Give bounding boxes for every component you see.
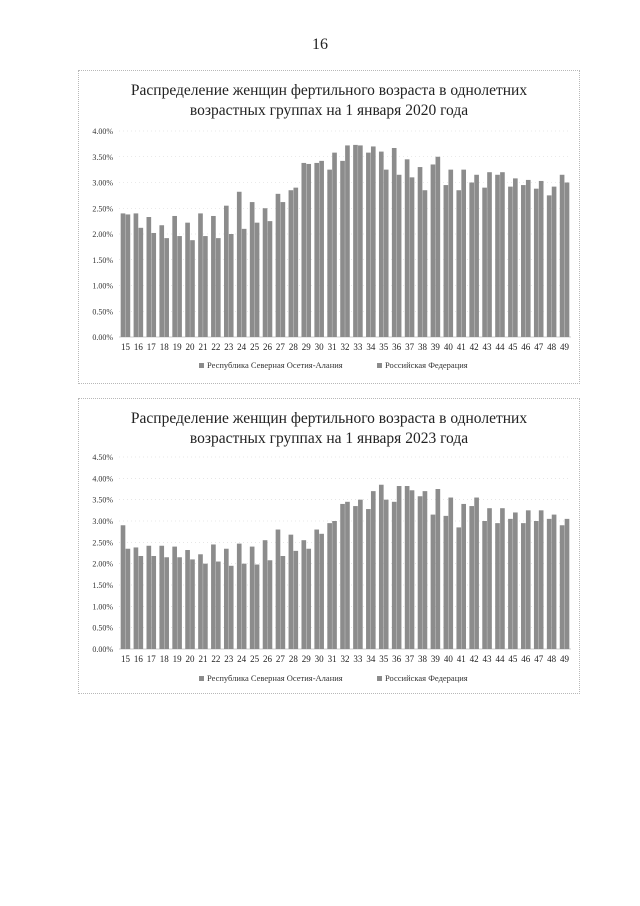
bar-russia bbox=[410, 490, 415, 649]
x-tick-label: 17 bbox=[146, 342, 156, 352]
bar-north-ossetia bbox=[560, 525, 565, 649]
x-tick-label: 35 bbox=[379, 342, 389, 352]
bar-north-ossetia bbox=[237, 544, 242, 649]
y-tick-label: 4.00% bbox=[92, 474, 113, 484]
bar-russia bbox=[358, 145, 363, 337]
bar-north-ossetia bbox=[431, 515, 436, 649]
y-tick-label: 1.00% bbox=[92, 602, 113, 612]
x-tick-label: 48 bbox=[547, 654, 557, 664]
bar-north-ossetia bbox=[301, 540, 306, 649]
x-tick-label: 27 bbox=[275, 342, 285, 352]
chart-title: Распределение женщин фертильного возраста в однолетних возрастных группах на 1 января 2023 года bbox=[130, 410, 528, 447]
x-tick-label: 26 bbox=[263, 654, 273, 664]
bar-russia bbox=[526, 180, 531, 337]
bar-russia bbox=[384, 170, 389, 337]
bar-russia bbox=[500, 508, 505, 649]
x-tick-label: 36 bbox=[392, 342, 402, 352]
bar-north-ossetia bbox=[340, 504, 345, 649]
x-tick-label: 45 bbox=[508, 342, 518, 352]
y-tick-label: 2.50% bbox=[92, 204, 113, 214]
bar-north-ossetia bbox=[392, 148, 397, 337]
y-tick-label: 0.50% bbox=[92, 623, 113, 633]
x-tick-label: 30 bbox=[314, 654, 324, 664]
x-tick-label: 32 bbox=[340, 342, 350, 352]
bar-north-ossetia bbox=[405, 159, 410, 337]
x-tick-label: 29 bbox=[301, 654, 311, 664]
bar-north-ossetia bbox=[276, 530, 281, 649]
bar-russia bbox=[151, 556, 156, 649]
x-tick-label: 33 bbox=[353, 654, 363, 664]
x-tick-label: 39 bbox=[430, 342, 440, 352]
x-tick-label: 17 bbox=[146, 654, 156, 664]
bar-russia bbox=[436, 157, 441, 337]
bar-russia bbox=[345, 145, 350, 337]
y-tick-label: 1.00% bbox=[92, 281, 113, 291]
x-tick-label: 16 bbox=[133, 342, 143, 352]
bar-north-ossetia bbox=[276, 194, 281, 337]
x-tick-label: 24 bbox=[237, 654, 247, 664]
bar-north-ossetia bbox=[263, 208, 268, 337]
bar-north-ossetia bbox=[521, 185, 526, 337]
x-tick-label: 23 bbox=[224, 654, 234, 664]
bar-russia bbox=[410, 177, 415, 337]
bar-north-ossetia bbox=[314, 163, 319, 337]
x-tick-label: 24 bbox=[237, 342, 247, 352]
bar-north-ossetia bbox=[185, 550, 190, 649]
legend-swatch bbox=[377, 676, 382, 681]
bar-north-ossetia bbox=[314, 530, 319, 649]
bar-russia bbox=[371, 491, 376, 649]
bar-russia bbox=[177, 557, 182, 649]
x-tick-label: 31 bbox=[327, 654, 337, 664]
bar-russia bbox=[552, 187, 557, 337]
bar-russia bbox=[229, 566, 234, 649]
bar-north-ossetia bbox=[521, 523, 526, 649]
x-tick-label: 34 bbox=[366, 654, 376, 664]
bar-north-ossetia bbox=[392, 502, 397, 649]
bar-russia bbox=[332, 521, 337, 649]
bar-north-ossetia bbox=[456, 190, 461, 337]
bar-russia bbox=[474, 175, 479, 337]
y-tick-label: 3.00% bbox=[92, 178, 113, 188]
bar-russia bbox=[513, 178, 518, 337]
bar-north-ossetia bbox=[469, 183, 474, 338]
bar-russia bbox=[539, 181, 544, 337]
x-tick-label: 26 bbox=[263, 342, 273, 352]
x-tick-label: 43 bbox=[482, 342, 492, 352]
x-tick-label: 40 bbox=[443, 342, 453, 352]
bar-russia bbox=[332, 153, 337, 337]
x-tick-label: 38 bbox=[417, 654, 427, 664]
bar-russia bbox=[306, 164, 311, 337]
bar-north-ossetia bbox=[431, 164, 436, 337]
x-tick-label: 36 bbox=[392, 654, 402, 664]
x-tick-label: 47 bbox=[534, 342, 544, 352]
bar-north-ossetia bbox=[547, 195, 552, 337]
bar-russia bbox=[436, 489, 441, 649]
bar-russia bbox=[255, 565, 260, 649]
bar-russia bbox=[474, 498, 479, 649]
x-tick-label: 21 bbox=[198, 342, 208, 352]
bar-russia bbox=[216, 562, 221, 649]
x-tick-label: 18 bbox=[159, 342, 169, 352]
bar-north-ossetia bbox=[159, 225, 164, 337]
bar-russia bbox=[358, 500, 363, 649]
bar-north-ossetia bbox=[237, 192, 242, 337]
x-tick-label: 39 bbox=[430, 654, 440, 664]
x-tick-label: 27 bbox=[275, 654, 285, 664]
y-tick-label: 3.50% bbox=[92, 152, 113, 162]
bar-north-ossetia bbox=[327, 170, 332, 337]
bar-north-ossetia bbox=[482, 521, 487, 649]
x-tick-label: 22 bbox=[211, 342, 221, 352]
x-tick-label: 48 bbox=[547, 342, 557, 352]
chart-2020-svg bbox=[79, 71, 579, 383]
legend-label: Российская Федерация bbox=[385, 360, 468, 370]
bar-russia bbox=[397, 175, 402, 337]
bar-russia bbox=[242, 564, 247, 649]
x-tick-label: 16 bbox=[133, 654, 143, 664]
bar-north-ossetia bbox=[172, 216, 177, 337]
legend-label: Республика Северная Осетия-Алания bbox=[207, 673, 343, 683]
bar-russia bbox=[513, 512, 518, 649]
y-tick-label: 1.50% bbox=[92, 255, 113, 265]
bar-russia bbox=[190, 559, 195, 649]
x-tick-label: 29 bbox=[301, 342, 311, 352]
y-tick-label: 3.00% bbox=[92, 517, 113, 526]
bar-russia bbox=[565, 183, 570, 338]
bar-north-ossetia bbox=[495, 175, 500, 337]
bar-north-ossetia bbox=[134, 547, 139, 649]
x-tick-label: 30 bbox=[314, 342, 324, 352]
bar-russia bbox=[552, 515, 557, 649]
y-tick-label: 2.50% bbox=[92, 538, 113, 548]
legend-swatch bbox=[377, 363, 382, 368]
legend-swatch bbox=[199, 676, 204, 681]
x-tick-label: 15 bbox=[120, 342, 130, 352]
bar-north-ossetia bbox=[289, 190, 294, 337]
bar-russia bbox=[306, 549, 311, 649]
bar-north-ossetia bbox=[172, 547, 177, 649]
bar-north-ossetia bbox=[211, 216, 216, 337]
bar-north-ossetia bbox=[444, 185, 449, 337]
x-tick-label: 46 bbox=[521, 654, 531, 664]
bar-north-ossetia bbox=[482, 188, 487, 337]
x-tick-label: 25 bbox=[250, 342, 260, 352]
bar-north-ossetia bbox=[547, 519, 552, 649]
bar-russia bbox=[487, 172, 492, 337]
x-tick-label: 42 bbox=[469, 342, 479, 352]
bar-russia bbox=[371, 146, 376, 337]
chart-2023 bbox=[78, 398, 580, 694]
bar-russia bbox=[126, 549, 131, 649]
bar-north-ossetia bbox=[444, 516, 449, 649]
x-tick-label: 18 bbox=[159, 654, 169, 664]
bar-russia bbox=[268, 221, 273, 337]
bar-russia bbox=[268, 560, 273, 649]
bar-russia bbox=[164, 557, 169, 649]
bar-north-ossetia bbox=[495, 523, 500, 649]
bar-russia bbox=[255, 223, 260, 337]
x-tick-label: 33 bbox=[353, 342, 363, 352]
y-tick-label: 0.00% bbox=[92, 333, 113, 342]
bar-russia bbox=[229, 234, 234, 337]
bar-russia bbox=[139, 228, 144, 337]
y-tick-label: 0.00% bbox=[92, 645, 113, 654]
bar-north-ossetia bbox=[340, 161, 345, 337]
bar-russia bbox=[164, 238, 169, 337]
bar-north-ossetia bbox=[366, 153, 371, 337]
x-tick-label: 38 bbox=[417, 342, 427, 352]
bar-north-ossetia bbox=[379, 152, 384, 337]
bar-russia bbox=[203, 236, 208, 337]
x-tick-label: 49 bbox=[560, 654, 570, 664]
bar-russia bbox=[151, 233, 156, 337]
x-tick-label: 49 bbox=[560, 342, 570, 352]
x-tick-label: 25 bbox=[250, 654, 260, 664]
bar-north-ossetia bbox=[508, 187, 513, 337]
chart-2020 bbox=[78, 70, 580, 384]
bar-north-ossetia bbox=[121, 213, 126, 337]
bar-russia bbox=[423, 190, 428, 337]
x-tick-label: 19 bbox=[172, 342, 182, 352]
bar-russia bbox=[487, 508, 492, 649]
x-tick-label: 37 bbox=[405, 654, 415, 664]
x-tick-label: 21 bbox=[198, 654, 208, 664]
bar-north-ossetia bbox=[159, 546, 164, 649]
bar-north-ossetia bbox=[250, 202, 255, 337]
bar-north-ossetia bbox=[198, 554, 203, 649]
x-tick-label: 20 bbox=[185, 654, 195, 664]
y-tick-label: 0.50% bbox=[92, 307, 113, 317]
bar-north-ossetia bbox=[534, 521, 539, 649]
x-tick-label: 46 bbox=[521, 342, 531, 352]
bar-russia bbox=[293, 188, 298, 337]
bar-north-ossetia bbox=[418, 167, 423, 337]
bar-north-ossetia bbox=[469, 506, 474, 649]
x-tick-label: 42 bbox=[469, 654, 479, 664]
bar-north-ossetia bbox=[301, 163, 306, 337]
bar-north-ossetia bbox=[250, 547, 255, 649]
x-tick-label: 44 bbox=[495, 654, 505, 664]
bar-north-ossetia bbox=[456, 527, 461, 649]
x-tick-label: 28 bbox=[288, 654, 298, 664]
y-tick-label: 4.00% bbox=[92, 127, 113, 136]
y-tick-label: 3.50% bbox=[92, 495, 113, 505]
x-tick-label: 40 bbox=[443, 654, 453, 664]
bar-north-ossetia bbox=[211, 544, 216, 649]
x-tick-label: 23 bbox=[224, 342, 234, 352]
bar-russia bbox=[461, 504, 466, 649]
bar-russia bbox=[319, 161, 324, 337]
legend-label: Республика Северная Осетия-Алания bbox=[207, 360, 343, 370]
bar-russia bbox=[448, 498, 453, 649]
x-tick-label: 47 bbox=[534, 654, 544, 664]
x-tick-label: 35 bbox=[379, 654, 389, 664]
bar-russia bbox=[190, 240, 195, 337]
x-tick-label: 15 bbox=[120, 654, 130, 664]
legend-swatch bbox=[199, 363, 204, 368]
bar-north-ossetia bbox=[405, 486, 410, 649]
bar-russia bbox=[345, 502, 350, 649]
bar-north-ossetia bbox=[224, 549, 229, 649]
bar-russia bbox=[500, 172, 505, 337]
y-tick-label: 2.00% bbox=[92, 230, 113, 239]
chart-2023-svg bbox=[79, 399, 579, 693]
bar-north-ossetia bbox=[508, 519, 513, 649]
bar-russia bbox=[203, 564, 208, 649]
bar-north-ossetia bbox=[147, 546, 152, 649]
bar-russia bbox=[319, 534, 324, 649]
bar-north-ossetia bbox=[198, 213, 203, 337]
page-number: 16 bbox=[312, 36, 328, 53]
bar-russia bbox=[423, 491, 428, 649]
x-tick-label: 32 bbox=[340, 654, 350, 664]
bar-north-ossetia bbox=[134, 213, 139, 337]
bar-north-ossetia bbox=[353, 145, 358, 337]
x-tick-label: 43 bbox=[482, 654, 492, 664]
bar-russia bbox=[539, 510, 544, 649]
bar-russia bbox=[139, 556, 144, 649]
x-tick-label: 37 bbox=[405, 342, 415, 352]
x-tick-label: 28 bbox=[288, 342, 298, 352]
bar-russia bbox=[242, 229, 247, 337]
x-tick-label: 41 bbox=[456, 342, 466, 352]
y-tick-label: 1.50% bbox=[92, 581, 113, 590]
bar-north-ossetia bbox=[379, 485, 384, 649]
bar-north-ossetia bbox=[353, 506, 358, 649]
x-tick-label: 22 bbox=[211, 654, 221, 664]
x-tick-label: 45 bbox=[508, 654, 518, 664]
bar-russia bbox=[565, 519, 570, 649]
bar-north-ossetia bbox=[147, 217, 152, 337]
bar-russia bbox=[461, 170, 466, 337]
chart-title: Распределение женщин фертильного возраста в однолетних возрастных группах на 1 января 2020 года bbox=[130, 82, 528, 119]
y-tick-label: 4.50% bbox=[92, 453, 113, 462]
bar-russia bbox=[384, 500, 389, 649]
legend-label: Российская Федерация bbox=[385, 673, 468, 683]
bar-north-ossetia bbox=[263, 540, 268, 649]
bar-russia bbox=[126, 214, 131, 337]
bar-north-ossetia bbox=[534, 189, 539, 337]
x-tick-label: 34 bbox=[366, 342, 376, 352]
bar-russia bbox=[293, 551, 298, 649]
bar-north-ossetia bbox=[121, 525, 126, 649]
bar-north-ossetia bbox=[418, 496, 423, 649]
bar-russia bbox=[177, 236, 182, 337]
bar-north-ossetia bbox=[327, 523, 332, 649]
bar-north-ossetia bbox=[185, 223, 190, 337]
x-tick-label: 20 bbox=[185, 342, 195, 352]
bar-north-ossetia bbox=[366, 509, 371, 649]
bar-russia bbox=[281, 556, 286, 649]
bar-russia bbox=[526, 510, 531, 649]
x-tick-label: 44 bbox=[495, 342, 505, 352]
y-tick-label: 2.00% bbox=[92, 559, 113, 569]
bar-russia bbox=[448, 170, 453, 337]
bar-north-ossetia bbox=[289, 535, 294, 649]
x-tick-label: 19 bbox=[172, 654, 182, 664]
bar-russia bbox=[281, 202, 286, 337]
bar-north-ossetia bbox=[560, 175, 565, 337]
x-tick-label: 41 bbox=[456, 654, 466, 664]
bar-russia bbox=[216, 238, 221, 337]
bar-north-ossetia bbox=[224, 206, 229, 337]
x-tick-label: 31 bbox=[327, 342, 337, 352]
bar-russia bbox=[397, 486, 402, 649]
